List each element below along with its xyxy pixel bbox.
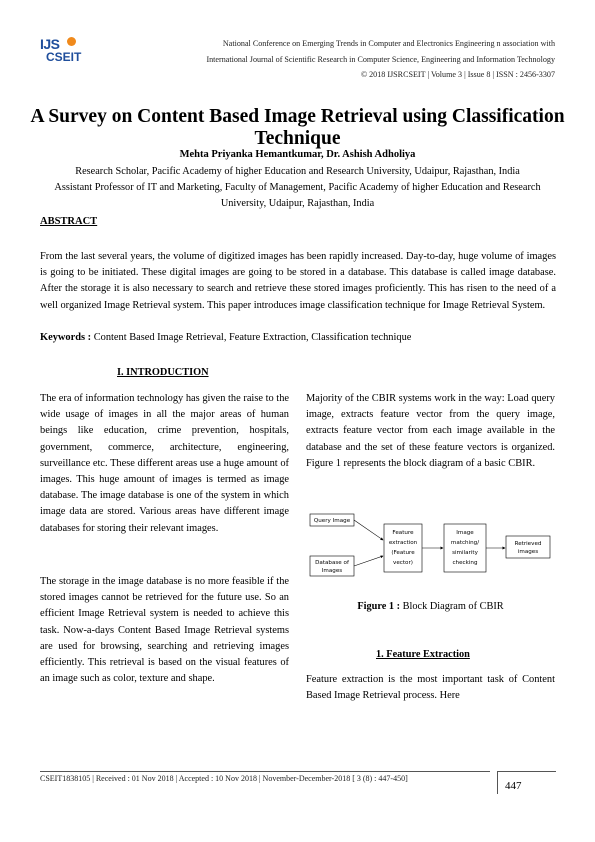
- affiliation-1: Research Scholar, Pacific Academy of higher Education and Research University, Udaipur, Rajasthan, India: [75, 166, 520, 177]
- page-number: 447: [505, 780, 522, 792]
- figure-caption-text: Block Diagram of CBIR: [400, 601, 504, 612]
- intro-paragraph-3: Majority of the CBIR systems work in the way: Load query image, extracts feature vector from the query image, extracts feature vector from each image available in the database and the set of these feature vectors is organized. Figure 1 represents the block diagram of a basic CBIR.: [306, 393, 555, 469]
- title-line-1: A Survey on Content Based Image Retrieval using Classification: [30, 106, 565, 127]
- figure-caption-label: Figure 1 :: [357, 601, 401, 612]
- keywords: [40, 332, 411, 343]
- title-line-2: Technique: [254, 128, 341, 149]
- abstract-heading: ABSTRACT: [40, 216, 98, 227]
- journal-logo: [40, 36, 92, 66]
- abstract-text: From the last several years, the volume of digitized images has been rapidly increased. Day-to-day, huge volume of images is going to be initiated. These digital images are going to be stored in a database. This database is called image database. After the storage it is also necessary to search and retrieve these stored images proficiently. This has risen to the need of a well organized Image Retrieval system. This paper introduces image classification technique for Image Retrieval System.: [40, 251, 556, 311]
- feature-extraction-paragraph: Feature extraction is the most important task of Content Based Image Retrieval process. Here: [306, 674, 555, 702]
- header-journal: International Journal of Scientific Research in Computer Science, Engineering and Information Technology: [206, 55, 555, 64]
- arrow-database-to-extraction: [354, 556, 383, 566]
- feature-extraction-label-1: Feature: [392, 530, 414, 536]
- logo-dot-icon: [67, 37, 76, 46]
- authors: Mehta Priyanka Hemantkumar, Dr. Ashish Adholiya: [179, 149, 416, 160]
- matching-label-4: checking: [452, 560, 478, 566]
- figure-caption: [306, 601, 555, 612]
- logo-text-top: IJS: [40, 36, 60, 52]
- retrieved-label-2: images: [517, 549, 539, 555]
- arrow-query-to-extraction: [354, 520, 383, 540]
- logo-text-bottom: CSEIT: [46, 50, 82, 64]
- keywords-label: Keywords :: [40, 332, 92, 343]
- header-conference: National Conference on Emerging Trends in Computer and Electronics Engineering n association with: [222, 39, 555, 48]
- paper-title: [30, 106, 565, 150]
- query-image-label: Query Image: [313, 518, 351, 524]
- database-label-1: Database of: [315, 560, 349, 566]
- intro-paragraph-1: The era of information technology has given the raise to the wide usage of images in all the major areas of human beings like education, crime prevention, hospitals, government, commerce, architecture, engineering, surveillance etc. These different areas use a huge amount of images. This huge amount of images is termed as image database. The image database is one of the system in which image data are stored. Various areas have different image databases for storing their relevant images.: [40, 393, 289, 534]
- cbir-block-diagram: [306, 510, 555, 586]
- header-issue: © 2018 IJSRCSEIT | Volume 3 | Issue 8 | ISSN : 2456-3307: [360, 70, 555, 79]
- database-label-2: Images: [321, 568, 343, 574]
- retrieved-label-1: Retrieved: [514, 541, 542, 547]
- footer-divider: [40, 771, 490, 772]
- affiliation-3: University, Udaipur, Rajasthan, India: [220, 198, 375, 209]
- section-heading-introduction: I. INTRODUCTION: [117, 367, 209, 378]
- matching-label-1: Image: [456, 530, 474, 536]
- feature-extraction-label-3: (Feature: [391, 550, 415, 556]
- matching-label-3: similarity: [452, 550, 478, 556]
- feature-extraction-label-2: extraction: [388, 540, 418, 546]
- affiliation-2: Assistant Professor of IT and Marketing, Faculty of Management, Pacific Academy of higher Education and Research: [54, 182, 541, 193]
- matching-label-2: matching/: [450, 540, 480, 546]
- keywords-text: Content Based Image Retrieval, Feature Extraction, Classification technique: [91, 332, 412, 343]
- footer-citation: CSEIT1838105 | Received : 01 Nov 2018 | Accepted : 10 Nov 2018 | November-December-2018 [ 3 (8) : 447-450]: [40, 774, 408, 783]
- subsection-heading-feature-extraction: 1. Feature Extraction: [376, 649, 470, 660]
- feature-extraction-label-4: vector): [393, 560, 413, 566]
- intro-paragraph-2: The storage in the image database is no more feasible if the stored images cannot be retrieved for the future use. So an efficient Image Retrieval system is needed to achieve this task. Now-a-days Content Based Image Retrieval systems are used for browsing, searching and retrieving images efficiently. This retrieval is based on the visual features of an image such as color, texture and shape.: [40, 576, 289, 685]
